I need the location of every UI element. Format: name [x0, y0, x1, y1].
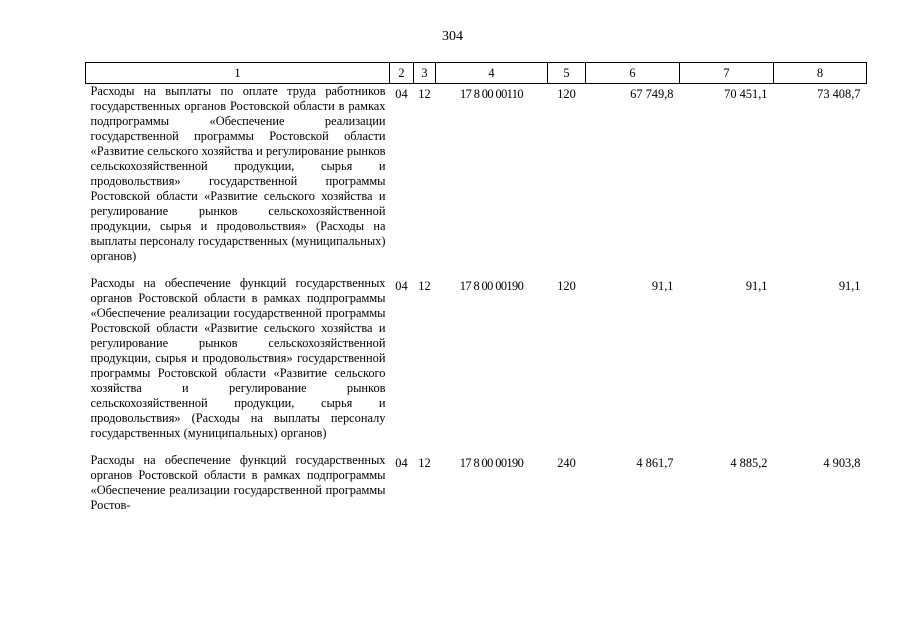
table-row — [86, 453, 867, 525]
row-description: Расходы на обеспечение функций государственных органов Ростовской области в рамках подпрограммы «Обеспечение реализации государственной программы Ростовской области «Развитие сельского хозяйства и регулирование рынков сельскохозяйственной продукции, сырья и продовольствия» государственной программы Ростовской области «Развитие сельского хозяйства и регулирование рынков сельскохозяйственной продукции, сырья и продовольствия» (Расходы на выплаты персоналу государственных (муниципальных) органов) — [90, 276, 386, 440]
table-row — [86, 276, 867, 453]
header-row — [86, 63, 867, 84]
row-amount-col8: 91,1 — [838, 279, 861, 293]
row-amount-col7: 91,1 — [745, 279, 768, 293]
row-expense-type: 120 — [557, 87, 576, 101]
column-header-7: 7 — [680, 63, 774, 84]
row-amount-col8: 4 903,8 — [823, 456, 861, 470]
row-amount-col8: 73 408,7 — [817, 87, 861, 101]
row-section: 04 — [395, 87, 408, 101]
row-target-article: 17 8 00 00110 — [460, 87, 523, 101]
column-header-5: 5 — [548, 63, 586, 84]
table-row — [86, 84, 867, 277]
row-subsection: 12 — [418, 456, 431, 470]
column-header-4: 4 — [436, 63, 548, 84]
row-amount-col6: 4 861,7 — [636, 456, 674, 470]
row-amount-col6: 91,1 — [651, 279, 674, 293]
row-description: Расходы на выплаты по оплате труда работников государственных органов Ростовской области в рамках подпрограммы «Обеспечение реализации государственной программы Ростовской области «Развитие сельского хозяйства и регулирование рынков сельскохозяйственной продукции, сырья и продовольствия» государственной программы Ростовской области «Развитие сельского хозяйства и регулирование рынков сельскохозяйственной продукции, сырья и продовольствия» (Расходы на выплаты персоналу государственных (муниципальных) органов) — [90, 84, 386, 263]
column-header-1: 1 — [86, 63, 390, 84]
row-amount-col7: 4 885,2 — [730, 456, 768, 470]
row-amount-col7: 70 451,1 — [724, 87, 768, 101]
row-target-article: 17 8 00 00190 — [459, 456, 524, 470]
row-expense-type: 120 — [557, 279, 576, 293]
row-amount-col6: 67 749,8 — [630, 87, 674, 101]
column-header-6: 6 — [586, 63, 680, 84]
row-subsection: 12 — [418, 87, 431, 101]
column-header-3: 3 — [414, 63, 436, 84]
row-target-article: 17 8 00 00190 — [459, 279, 524, 293]
page-number: 304 — [442, 29, 463, 44]
column-header-8: 8 — [774, 63, 867, 84]
budget-table — [85, 62, 867, 525]
row-description: Расходы на обеспечение функций государственных органов Ростовской области в рамках подпрограммы «Обеспечение реализации государственной программы Ростов- — [90, 453, 386, 512]
row-subsection: 12 — [418, 279, 431, 293]
row-section: 04 — [395, 456, 408, 470]
row-section: 04 — [395, 279, 408, 293]
column-header-2: 2 — [390, 63, 414, 84]
row-expense-type: 240 — [557, 456, 576, 470]
